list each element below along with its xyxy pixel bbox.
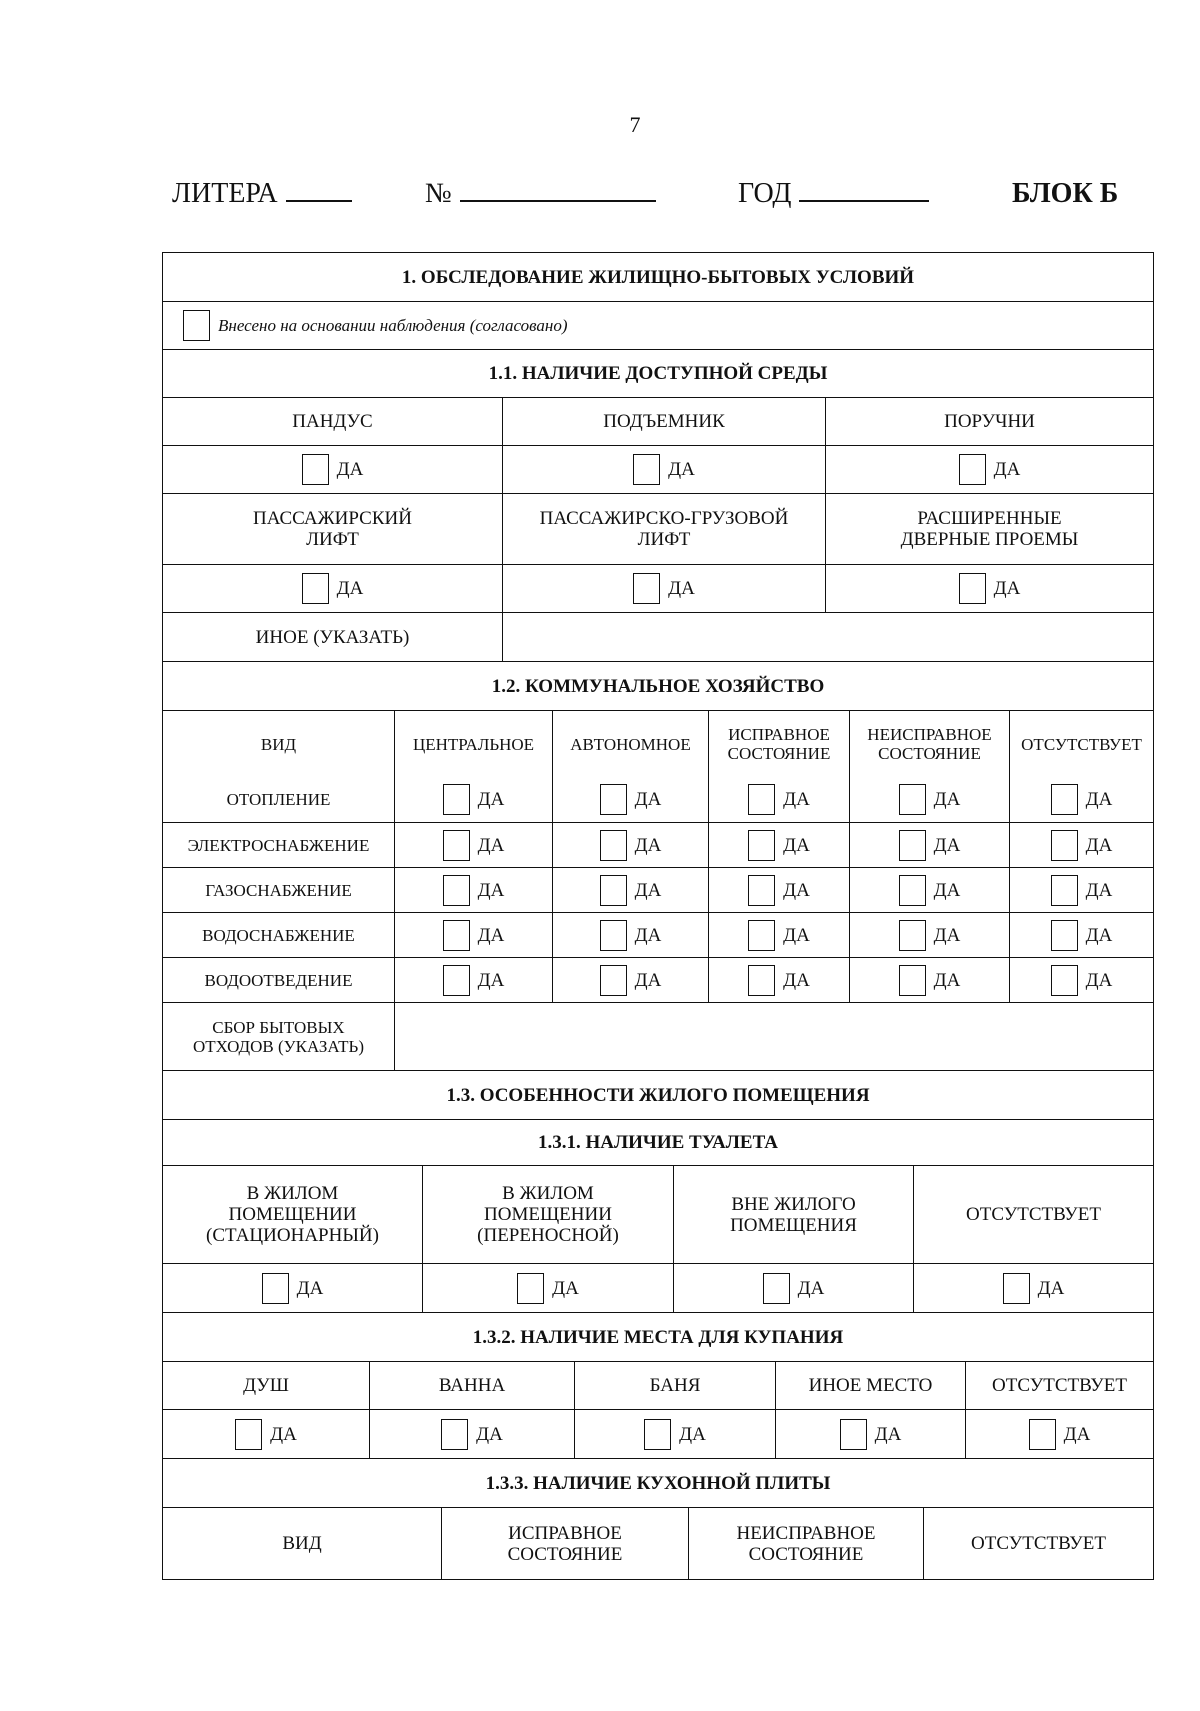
bathing-header-row — [163, 1361, 1153, 1409]
freight-lift-checkbox[interactable] — [633, 573, 660, 604]
check-cell — [394, 868, 552, 912]
yes-label: ДА — [296, 1277, 324, 1299]
section-title: 1.3.3. НАЛИЧИЕ КУХОННОЙ ПЛИТЫ — [485, 1472, 831, 1494]
utility-checkbox[interactable] — [1051, 965, 1078, 996]
stove-header-line: СОСТОЯНИЕ — [748, 1543, 864, 1565]
utility-checkbox[interactable] — [899, 784, 926, 815]
utility-header-line: НЕИСПРАВНОЕ — [867, 725, 992, 744]
bathing-header: ДУШ — [243, 1375, 289, 1396]
check-cell — [552, 913, 708, 957]
check-cell — [708, 913, 849, 957]
number-line — [460, 178, 656, 202]
access-header — [825, 494, 1153, 564]
wide-doors-checkbox[interactable] — [959, 573, 986, 604]
utility-header — [394, 711, 552, 777]
year-field[interactable] — [738, 178, 929, 210]
stove-header-line: ОТСУТСТВУЕТ — [971, 1533, 1106, 1554]
access-header-line: ЛИФТ — [637, 529, 691, 550]
yes-label: ДА — [634, 789, 662, 810]
toilet-checkbox[interactable] — [517, 1273, 544, 1304]
utility-header-line: СОСТОЯНИЕ — [727, 744, 831, 763]
block-label: БЛОК Б — [1012, 178, 1119, 209]
check-cell — [163, 1264, 422, 1312]
check-cell — [913, 1264, 1153, 1312]
utility-type-label: ГАЗОСНАБЖЕНИЕ — [205, 880, 352, 900]
utility-checkbox[interactable] — [600, 784, 627, 815]
bathing-check-row — [163, 1409, 1153, 1458]
table-row — [163, 777, 1153, 822]
check-cell — [708, 823, 849, 867]
table-row — [163, 957, 1153, 1002]
year-label: ГОД — [738, 178, 792, 209]
yes-label: ДА — [1085, 789, 1113, 810]
yes-label: ДА — [634, 834, 662, 856]
access-header-line: ЛИФТ — [306, 529, 359, 550]
utility-checkbox[interactable] — [1051, 875, 1078, 906]
toilet-checkbox[interactable] — [1003, 1273, 1030, 1304]
access-other-row — [163, 612, 1153, 661]
utility-type-label: ЭЛЕКТРОСНАБЖЕНИЕ — [187, 835, 370, 855]
yes-label: ДА — [477, 924, 505, 946]
yes-label: ДА — [933, 879, 961, 901]
check-cell — [849, 823, 1009, 867]
check-cell — [673, 1264, 913, 1312]
utility-checkbox[interactable] — [600, 830, 627, 861]
check-cell — [1009, 777, 1153, 822]
observation-row — [163, 301, 1153, 349]
stove-header-line: СОСТОЯНИЕ — [507, 1543, 623, 1565]
number-label: № — [425, 178, 452, 209]
yes-label: ДА — [552, 1277, 579, 1299]
litera-label: ЛИТЕРА — [172, 178, 278, 209]
bathing-header: ОТСУТСТВУЕТ — [965, 1362, 1153, 1409]
toilet-header — [422, 1166, 673, 1263]
check-cell — [1009, 958, 1153, 1002]
yes-label: ДА — [668, 578, 695, 599]
access-header: ПАНДУС — [292, 411, 373, 432]
bathing-checkbox[interactable] — [840, 1419, 867, 1450]
access-row-1-headers — [163, 397, 1153, 445]
utility-checkbox[interactable] — [600, 875, 627, 906]
table-row — [163, 822, 1153, 867]
observation-checkbox[interactable] — [183, 310, 210, 341]
toilet-checkbox[interactable] — [763, 1273, 790, 1304]
waste-label-line: СБОР БЫТОВЫХ — [212, 1017, 345, 1037]
utility-checkbox[interactable] — [899, 965, 926, 996]
section-title: 1.3.1. НАЛИЧИЕ ТУАЛЕТА — [537, 1132, 779, 1153]
yes-label: ДА — [477, 789, 505, 810]
toilet-header-line: ОТСУТСТВУЕТ — [966, 1204, 1101, 1225]
utility-type-label: ВОДОСНАБЖЕНИЕ — [202, 925, 355, 945]
handrails-checkbox[interactable] — [959, 454, 986, 485]
passenger-lift-checkbox[interactable] — [302, 573, 329, 604]
access-header: ПОРУЧНИ — [825, 398, 1153, 445]
utility-checkbox[interactable] — [443, 965, 470, 996]
yes-label: ДА — [634, 969, 662, 991]
check-cell — [552, 958, 708, 1002]
utility-checkbox[interactable] — [600, 965, 627, 996]
utility-checkbox[interactable] — [443, 920, 470, 951]
table-row — [163, 912, 1153, 957]
check-cell — [552, 868, 708, 912]
yes-label: ДА — [874, 1423, 902, 1445]
litera-field[interactable] — [172, 178, 352, 210]
access-header — [502, 494, 825, 564]
yes-label: ДА — [933, 969, 961, 991]
section1-3-3-title-row — [163, 1458, 1153, 1507]
check-cell — [394, 777, 552, 822]
yes-label: ДА — [668, 459, 695, 480]
check-cell — [394, 958, 552, 1002]
waste-row — [163, 1002, 1153, 1070]
yes-label: ДА — [783, 789, 810, 810]
utility-checkbox[interactable] — [1051, 784, 1078, 815]
check-cell — [708, 777, 849, 822]
yes-label: ДА — [783, 924, 810, 946]
yes-label: ДА — [336, 578, 364, 599]
toilet-header — [673, 1166, 913, 1263]
waste-label-line: ОТХОДОВ (УКАЗАТЬ) — [193, 1036, 364, 1056]
utility-checkbox[interactable] — [899, 830, 926, 861]
utility-checkbox[interactable] — [600, 920, 627, 951]
check-cell — [369, 1410, 574, 1458]
access-header-line: РАСШИРЕННЫЕ — [917, 508, 1062, 529]
utility-checkbox[interactable] — [748, 784, 775, 815]
toilet-header-line: В ЖИЛОМ — [502, 1183, 594, 1204]
access-check-cell — [163, 565, 502, 612]
utility-header-line: ОТСУТСТВУЕТ — [1021, 734, 1142, 754]
stove-header — [688, 1508, 923, 1579]
access-header — [163, 494, 502, 564]
yes-label: ДА — [634, 879, 662, 901]
yes-label: ДА — [1085, 969, 1113, 991]
check-cell — [1009, 823, 1153, 867]
ramp-checkbox[interactable] — [302, 454, 329, 485]
toilet-header-line: (ПЕРЕНОСНОЙ) — [477, 1225, 619, 1246]
waste-label — [163, 1003, 394, 1070]
access-check-cell — [502, 565, 825, 612]
waste-input[interactable] — [394, 1003, 1153, 1070]
utility-checkbox[interactable] — [443, 784, 470, 815]
check-cell — [708, 958, 849, 1002]
litera-line — [286, 178, 352, 202]
access-check-cell — [825, 446, 1153, 493]
utility-checkbox[interactable] — [748, 965, 775, 996]
stove-header-row — [163, 1507, 1153, 1579]
stove-header — [923, 1508, 1153, 1579]
toilet-header — [913, 1166, 1153, 1263]
toilet-header-line: В ЖИЛОМ — [246, 1183, 339, 1204]
check-cell — [849, 958, 1009, 1002]
toilet-check-row — [163, 1263, 1153, 1312]
utility-header — [708, 711, 849, 777]
section-title: 1.3. ОСОБЕННОСТИ ЖИЛОГО ПОМЕЩЕНИЯ — [446, 1084, 870, 1106]
utility-checkbox[interactable] — [748, 920, 775, 951]
check-cell — [163, 1410, 369, 1458]
yes-label: ДА — [270, 1423, 297, 1445]
access-header-line: ДВЕРНЫЕ ПРОЕМЫ — [900, 529, 1079, 550]
yes-label: ДА — [1085, 924, 1113, 946]
yes-label: ДА — [993, 578, 1021, 599]
check-cell — [849, 913, 1009, 957]
bathing-checkbox[interactable] — [235, 1419, 262, 1450]
yes-label: ДА — [783, 969, 810, 991]
utility-checkbox[interactable] — [748, 830, 775, 861]
bathing-header: БАНЯ — [574, 1362, 775, 1409]
bathing-checkbox[interactable] — [441, 1419, 468, 1450]
section-title: 1. ОБСЛЕДОВАНИЕ ЖИЛИЩНО-БЫТОВЫХ УСЛОВИЙ — [401, 266, 915, 288]
check-cell — [552, 777, 708, 822]
table-row — [163, 867, 1153, 912]
yes-label: ДА — [477, 969, 505, 991]
yes-label: ДА — [336, 459, 364, 480]
toilet-header-line: (СТАЦИОНАРНЫЙ) — [206, 1225, 379, 1246]
utility-header-line: ИСПРАВНОЕ — [728, 725, 830, 744]
toilet-header-row — [163, 1165, 1153, 1263]
access-other-label: ИНОЕ (УКАЗАТЬ) — [255, 626, 410, 648]
stove-header — [163, 1508, 441, 1579]
utility-header — [163, 711, 394, 777]
observation-cell — [163, 302, 1153, 349]
section1-title-row — [163, 253, 1153, 301]
stove-header — [441, 1508, 688, 1579]
toilet-header-line: ПОМЕЩЕНИИ — [484, 1204, 612, 1225]
check-cell — [965, 1410, 1153, 1458]
yes-label: ДА — [783, 834, 810, 856]
toilet-header-line: ПОМЕЩЕНИЯ — [730, 1214, 857, 1236]
check-cell — [708, 868, 849, 912]
access-header: ПОДЪЕМНИК — [502, 398, 825, 445]
section1-3-2-title-row — [163, 1312, 1153, 1361]
utility-header — [552, 711, 708, 777]
access-row-2-headers — [163, 493, 1153, 564]
yes-label: ДА — [797, 1277, 825, 1299]
utility-checkbox[interactable] — [748, 875, 775, 906]
toilet-header-line: ПОМЕЩЕНИИ — [228, 1204, 357, 1225]
observation-note: Внесено на основании наблюдения (согласовано) — [218, 316, 568, 335]
utility-type-label: ВОДООТВЕДЕНИЕ — [204, 970, 353, 990]
yes-label: ДА — [476, 1423, 503, 1445]
check-cell — [422, 1264, 673, 1312]
access-check-cell — [502, 446, 825, 493]
yes-label: ДА — [477, 879, 505, 901]
yes-label: ДА — [933, 924, 961, 946]
bathing-header: ВАННА — [369, 1362, 574, 1409]
check-cell — [849, 868, 1009, 912]
utility-header-line: ВИД — [260, 734, 297, 754]
utility-checkbox[interactable] — [1051, 830, 1078, 861]
access-check-cell — [825, 565, 1153, 612]
yes-label: ДА — [1085, 879, 1113, 901]
utility-header-line: СОСТОЯНИЕ — [878, 744, 981, 763]
utility-header-row — [163, 710, 1153, 777]
check-cell — [775, 1410, 965, 1458]
section-title: 1.2. КОММУНАЛЬНОЕ ХОЗЯЙСТВО — [491, 675, 825, 697]
stove-header-line: ВИД — [282, 1533, 322, 1554]
access-header-line: ПАССАЖИРСКИЙ — [253, 508, 412, 529]
check-cell — [1009, 868, 1153, 912]
check-cell — [394, 823, 552, 867]
stove-header-line: НЕИСПРАВНОЕ — [736, 1522, 876, 1544]
section-title: 1.1. НАЛИЧИЕ ДОСТУПНОЙ СРЕДЫ — [488, 363, 828, 384]
utility-checkbox[interactable] — [443, 830, 470, 861]
stove-header-line: ИСПРАВНОЕ — [508, 1522, 622, 1544]
toilet-header — [163, 1166, 422, 1263]
survey-form — [162, 252, 1154, 1580]
year-line — [799, 178, 929, 202]
yes-label: ДА — [783, 879, 810, 901]
yes-label: ДА — [933, 789, 961, 810]
section1-3-1-title-row — [163, 1119, 1153, 1165]
yes-label: ДА — [1063, 1423, 1091, 1445]
yes-label: ДА — [477, 834, 505, 856]
page-number: 7 — [629, 112, 641, 137]
utility-checkbox[interactable] — [443, 875, 470, 906]
access-other-input[interactable] — [502, 613, 1153, 661]
yes-label: ДА — [634, 924, 662, 946]
toilet-checkbox[interactable] — [262, 1273, 289, 1304]
utility-checkbox[interactable] — [1051, 920, 1078, 951]
section1-2-title-row — [163, 661, 1153, 710]
bathing-header: ИНОЕ МЕСТО — [775, 1362, 965, 1409]
check-cell — [849, 777, 1009, 822]
yes-label: ДА — [1085, 834, 1113, 856]
utility-checkbox[interactable] — [899, 875, 926, 906]
utility-checkbox[interactable] — [899, 920, 926, 951]
section1-1-title-row — [163, 349, 1153, 397]
utility-header-line: АВТОНОМНОЕ — [570, 734, 691, 754]
lift-checkbox[interactable] — [633, 454, 660, 485]
yes-label: ДА — [1037, 1277, 1065, 1299]
yes-label: ДА — [933, 834, 961, 856]
utility-header — [1009, 711, 1153, 777]
access-check-cell — [163, 446, 502, 493]
access-row-2-checks — [163, 564, 1153, 612]
check-cell — [552, 823, 708, 867]
bathing-checkbox[interactable] — [1029, 1419, 1056, 1450]
utility-type-label: ОТОПЛЕНИЕ — [226, 790, 331, 809]
access-row-1-checks — [163, 445, 1153, 493]
section-title: 1.3.2. НАЛИЧИЕ МЕСТА ДЛЯ КУПАНИЯ — [472, 1326, 844, 1348]
access-header-line: ПАССАЖИРСКО-ГРУЗОВОЙ — [539, 508, 789, 529]
utility-header-line: ЦЕНТРАЛЬНОЕ — [412, 734, 535, 754]
section1-3-title-row — [163, 1070, 1153, 1119]
yes-label: ДА — [679, 1423, 706, 1445]
check-cell — [1009, 913, 1153, 957]
check-cell — [574, 1410, 775, 1458]
yes-label: ДА — [993, 459, 1021, 480]
utility-header — [849, 711, 1009, 777]
toilet-header-line: ВНЕ ЖИЛОГО — [731, 1193, 856, 1215]
bathing-checkbox[interactable] — [644, 1419, 671, 1450]
number-field[interactable] — [425, 178, 656, 210]
check-cell — [394, 913, 552, 957]
